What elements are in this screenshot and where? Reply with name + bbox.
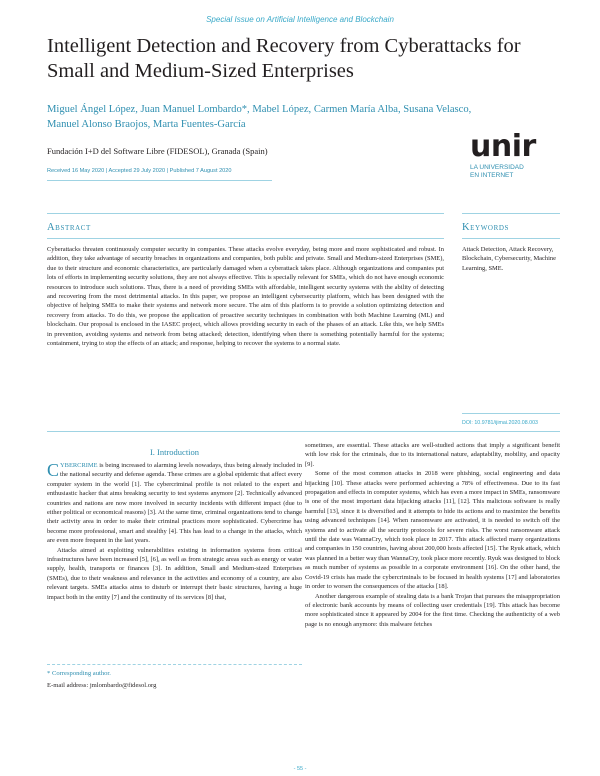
introduction-heading: I. Introduction [149,447,200,457]
intro-paragraph-4: Some of the most common attacks in 2018 were phishing, social engineering and data hijacking [10]. These attacks were performed achieving a 78% of effectiveness. Due to its fast propagation and effects in computer systems, which has even a more impact in SMEs, ransomware is one of the most important data hijacking attacks [11], [12]. This malicious software is really harmful [13], since it is diversified and it attempts to hide its actions and to maximize the benefits using advanced techniques [14]. When ransomware are activated, it is needed to switch off the systems and to activate all the security protocols for severe risks. The worst ransomware attack until the date was WannaCry, which took place in 2017. This attack affected many organizations and companies in 150 countries, having about 200,000 hosts affected [15]. The Ryuk attack, which was planned in a better way than WannaCry, took place more recently. Ryuk was designed to block as much number of systems as possible in a corporate environment [16]. On the other hand, the Covid-19 crisis has made the cybercriminals to be focused in health systems [17] and laboratories in order to worsen the consequences of the attacks [18]. [305,470,560,591]
drop-cap: C [47,460,60,480]
unir-logo-tagline [470,164,560,180]
intro-paragraph-2: Attacks aimed at exploiting vulnerabilities existing in information systems from critical infrastructures have been increased [5], [6], as well as from strategic areas such as energy or water supply, health, transports or finances [3]. In addition, Small and Medium-sized Enterprises (SMEs), due to their weakness and relevance in the activities and economy of a country, are also relevant targets. SMEs attacks aims to disturb or interrupt their basic structures, having a huge impact both in the entity [7] and the continuity of its services [8] that, [47,546,302,601]
affiliation: Fundación I+D del Software Libre (FIDESOL), Granada (Spain) [47,146,268,156]
keywords-heading: Keywords [462,222,509,233]
unir-tagline-line2: EN INTERNET [470,172,514,179]
publication-history: Received 16 May 2020 | Accepted 29 July 2020 | Published 7 August 2020 [47,168,232,174]
intro-paragraph-1-text: is being increased to alarming levels nowadays, thus being already included in the national security and defense agenda. These crimes are a global epidemic that affect every computer system in the world [1]. The cybercriminal profile is not related to the expert and enthusiastic hacker that aims breaking security to test systems anymore [2]. Technically advanced countries and nations are now more involved in security incidents with different impact (due to either political or economical reasons) [3]. At the same time, criminal organizations tend to change their activity area in order to make their criminal practices more sophisticated. Cybercrime has become more professional, smart and stealthy [4]. This has lead to a change in the attacks, which are even more frequent in the last years. [47,462,302,545]
paper-title: Intelligent Detection and Recovery from Cyberattacks for Small and Medium-Sized Enterprises [47,35,521,82]
corresponding-author-email[interactable]: E-mail address: jmlombardo@fidesol.org [47,682,157,689]
keywords-top-rule [462,213,560,214]
author-list: Miguel Ángel López, Juan Manuel Lombardo*, Mabel López, Carmen María Alba, Susana Velasco, Manuel Alonso Braojos, Marta Fuentes-García [47,104,472,130]
doi-link[interactable]: DOI: 10.9781/ijimai.2020.08.003 [462,420,538,426]
doi-rule [462,413,560,414]
unir-logo [470,129,560,180]
keywords-bottom-rule [462,238,560,239]
intro-paragraph-1 [47,461,302,546]
abstract-heading: Abstract [47,222,91,233]
history-divider [47,180,272,181]
abstract-top-rule [47,213,444,214]
left-column [47,461,302,602]
abstract-text: Cyberattacks threaten continuously computer security in companies. These attacks evolve everyday, being more and more sophisticated and robust. In addition, they take advantage of security breaches in organizations and companies, both public and private. Small and Medium-sized Enterprises (SME), due to their structure and economic characteristics, are particularly damaged when a cyberattack takes place. Although organizations and companies put lots of efforts in implementing security solutions, they are not always effective. This is specially relevant for SMEs, which do not have enough economic resources to introduce such solutions. Thus, there is a need of providing SMEs with affordable, intelligent security systems with the ability of detecting and recovering from the most detrimental attacks. In this paper, we propose an intelligent cybersecurity platform, which has been designed with the objective of helping SMEs to make their systems and network more secure. The aim of this platform is to provide a solution optimizing detection and recovery from attacks. To do this, we propose the application of proactive security techniques in combination with both Machine Learning (ML) and blockchain. Our proposal is enclosed in the IASEC project, which allows providing security in each of the phases of an attack. Like this, we help SMEs in prevention, avoiding systems and network from being attacked; detection, identifying when there is something potentially harmful for the systems; containment, trying to stop the effects of an attack; and response, helping to recover the systems to a normal state. [47,246,444,348]
corresponding-author-label: * Corresponding author. [47,670,111,677]
abstract-bottom-rule [47,238,444,239]
keywords-text: Attack Detection, Attack Recovery, Blockchain, Cybersecurity, Machine Learning, SME. [462,246,556,272]
unir-logo-word: unir [470,129,536,164]
intro-paragraph-3: sometimes, are essential. These attacks are well-studied actions that imply a significant benefit with low risk for the criminals, due to its international nature, adaptability, mobility, and opacity [9]. [305,442,560,468]
right-column [305,441,560,629]
page-number: - 55 - [293,766,307,772]
journal-banner: Special Issue on Artificial Intelligence and Blockchain [206,15,394,24]
footnote-divider [47,664,302,665]
intro-paragraph-5: Another dangerous example of stealing data is a bank Trojan that pursues the misappropriation of electronic bank accounts by means of collecting user credentials [19]. This attack has become more sophisticated since it appeared by 2004 for the first time. Checking the authenticity of a web page is no enough anymore: this malware fetches [305,592,560,628]
unir-tagline-line1: LA UNIVERSIDAD [470,164,524,171]
lead-caps: YBERCRIME [60,462,98,469]
section-divider [47,431,560,432]
